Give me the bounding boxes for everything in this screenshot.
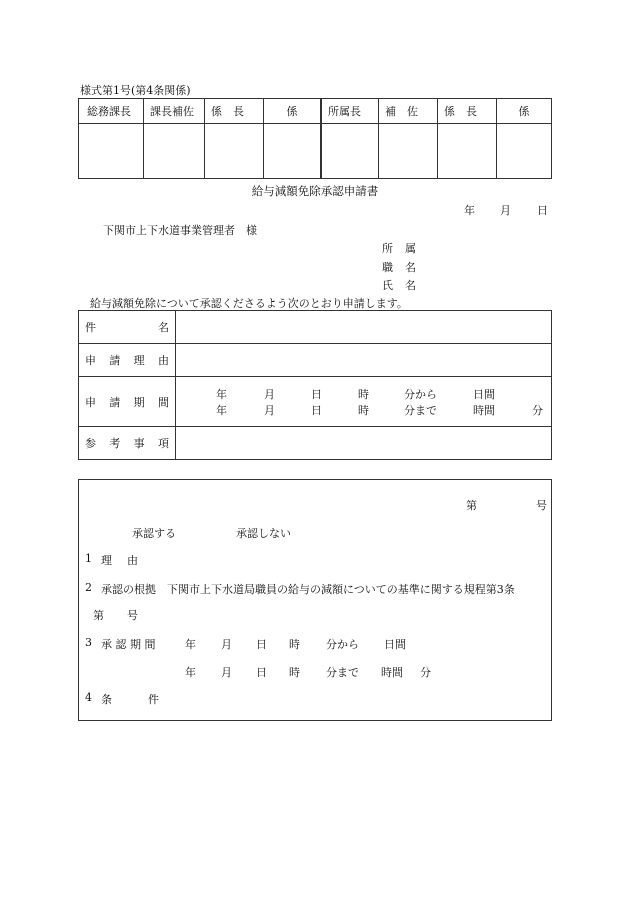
- subject-label-a: 件: [85, 321, 96, 334]
- period-char: 間: [157, 395, 169, 409]
- subject-input[interactable]: [176, 311, 552, 344]
- item3-unit: 時: [289, 638, 300, 651]
- stamp-header-label: 係 長: [211, 105, 244, 118]
- stamp-space[interactable]: [379, 124, 438, 179]
- item1-number: 1: [85, 552, 92, 565]
- period-unit: 分: [532, 403, 543, 417]
- item1-label-a: 理: [101, 554, 112, 567]
- item4-number: 4: [85, 691, 92, 704]
- reason-char: 理: [133, 354, 145, 367]
- stamp-header-cell: [79, 99, 144, 124]
- stamp-space[interactable]: [264, 124, 322, 179]
- period-unit: 時間: [473, 403, 495, 417]
- deny-option[interactable]: 承認しない: [236, 527, 291, 540]
- period-input[interactable]: [176, 377, 552, 427]
- subject-label-cell: [79, 311, 176, 344]
- item3-unit: 日: [256, 638, 267, 651]
- period-unit: 年: [216, 387, 227, 401]
- item4-label-b: 件: [148, 693, 159, 706]
- period-unit: 日間: [473, 387, 495, 401]
- item3-unit: 日: [256, 666, 267, 679]
- period-unit: 分から: [404, 387, 437, 401]
- document-title: 給与減額免除承認申請書: [251, 184, 379, 198]
- period-unit: 日: [311, 387, 322, 401]
- stamp-header-cell: [205, 99, 264, 124]
- stamp-space[interactable]: [205, 124, 264, 179]
- affiliation-label-b: 属: [405, 242, 416, 255]
- period-char: 請: [109, 395, 121, 409]
- stamp-header-cell: [321, 99, 379, 124]
- stamp-header-label: 係: [518, 105, 530, 118]
- request-text: 給与減額免除について承認くださるよう次のとおり申請します。: [90, 297, 408, 310]
- addressee: 下関市上下水道事業管理者 様: [103, 224, 257, 237]
- date-month: 月: [500, 204, 511, 217]
- notes-input[interactable]: [176, 427, 552, 460]
- stamp-header-label: 係: [286, 105, 298, 118]
- application-table: [78, 310, 552, 460]
- stamp-header-label: 補 佐: [385, 105, 418, 118]
- item3-unit: 日間: [384, 638, 406, 651]
- item3-number: 3: [85, 636, 92, 649]
- item3-unit: 月: [221, 666, 232, 679]
- period-char: 申: [85, 395, 96, 409]
- approve-option[interactable]: 承認する: [132, 527, 176, 540]
- period-char: 期: [133, 395, 145, 409]
- item3-unit: 年: [185, 638, 196, 651]
- item2-sub-suffix: 号: [127, 609, 138, 622]
- item3-unit: 時: [289, 666, 300, 679]
- stamp-header-cell: [438, 99, 497, 124]
- item2-sub-prefix: 第: [93, 609, 104, 622]
- item3-unit: 年: [185, 666, 196, 679]
- notes-label-cell: [79, 427, 176, 460]
- period-unit: 月: [264, 403, 275, 417]
- approval-box: [78, 479, 552, 721]
- item3-unit: 分まで: [326, 666, 359, 679]
- stamp-header-cell: [379, 99, 438, 124]
- item3-unit: 分: [420, 666, 431, 679]
- stamp-header-cell: [144, 99, 205, 124]
- stamp-header-label: 課長補佐: [150, 105, 194, 118]
- stamp-header-label: 係 長: [444, 105, 477, 118]
- period-unit: 日: [311, 403, 322, 417]
- stamp-space[interactable]: [497, 124, 552, 179]
- approval-number-prefix: 第: [466, 499, 477, 512]
- stamp-header-cell: [264, 99, 322, 124]
- subject-label-b: 名: [158, 321, 169, 334]
- notes-char: 項: [157, 437, 169, 450]
- stamp-header-cell: [497, 99, 552, 124]
- period-label-cell: [79, 377, 176, 427]
- stamp-space[interactable]: [438, 124, 497, 179]
- item2-text: 承認の根拠 下関市上下水道局職員の給与の減額についての基準に関する規程第3条: [101, 583, 515, 596]
- item1-label-b: 由: [127, 554, 138, 567]
- item3-unit: 時間: [381, 666, 403, 679]
- approval-number-suffix: 号: [536, 499, 547, 512]
- item3-label: 承 認 期 間: [101, 638, 156, 651]
- reason-label-cell: [79, 344, 176, 377]
- item4-label-a: 条: [101, 693, 112, 706]
- stamp-space[interactable]: [79, 124, 144, 179]
- date-day: 日: [537, 204, 548, 217]
- item3-unit: 月: [221, 638, 232, 651]
- item3-unit: 分から: [326, 638, 359, 651]
- period-unit: 月: [264, 387, 275, 401]
- period-unit: 時: [358, 403, 369, 417]
- stamp-header-label: 所属長: [328, 105, 361, 118]
- stamp-space[interactable]: [321, 124, 379, 179]
- period-unit: 年: [216, 403, 227, 417]
- position-label-a: 職: [382, 261, 393, 274]
- date-year: 年: [464, 204, 475, 217]
- notes-char: 事: [133, 437, 145, 450]
- stamp-header-label: 総務課長: [87, 105, 131, 118]
- reason-input[interactable]: [176, 344, 552, 377]
- period-unit: 時: [358, 387, 369, 401]
- item2-number: 2: [85, 581, 92, 594]
- reason-char: 請: [109, 354, 121, 367]
- notes-char: 考: [109, 437, 121, 450]
- name-label-b: 名: [405, 279, 416, 292]
- reason-char: 由: [157, 354, 169, 367]
- approval-stamp-table: [78, 98, 552, 179]
- notes-char: 参: [85, 437, 96, 450]
- affiliation-label-a: 所: [382, 242, 393, 255]
- reason-char: 申: [85, 354, 96, 367]
- form-number: 様式第1号(第4条関係): [80, 84, 191, 97]
- name-label-a: 氏: [382, 279, 393, 292]
- period-unit: 分まで: [404, 403, 437, 417]
- stamp-space[interactable]: [144, 124, 205, 179]
- position-label-b: 名: [405, 261, 416, 274]
